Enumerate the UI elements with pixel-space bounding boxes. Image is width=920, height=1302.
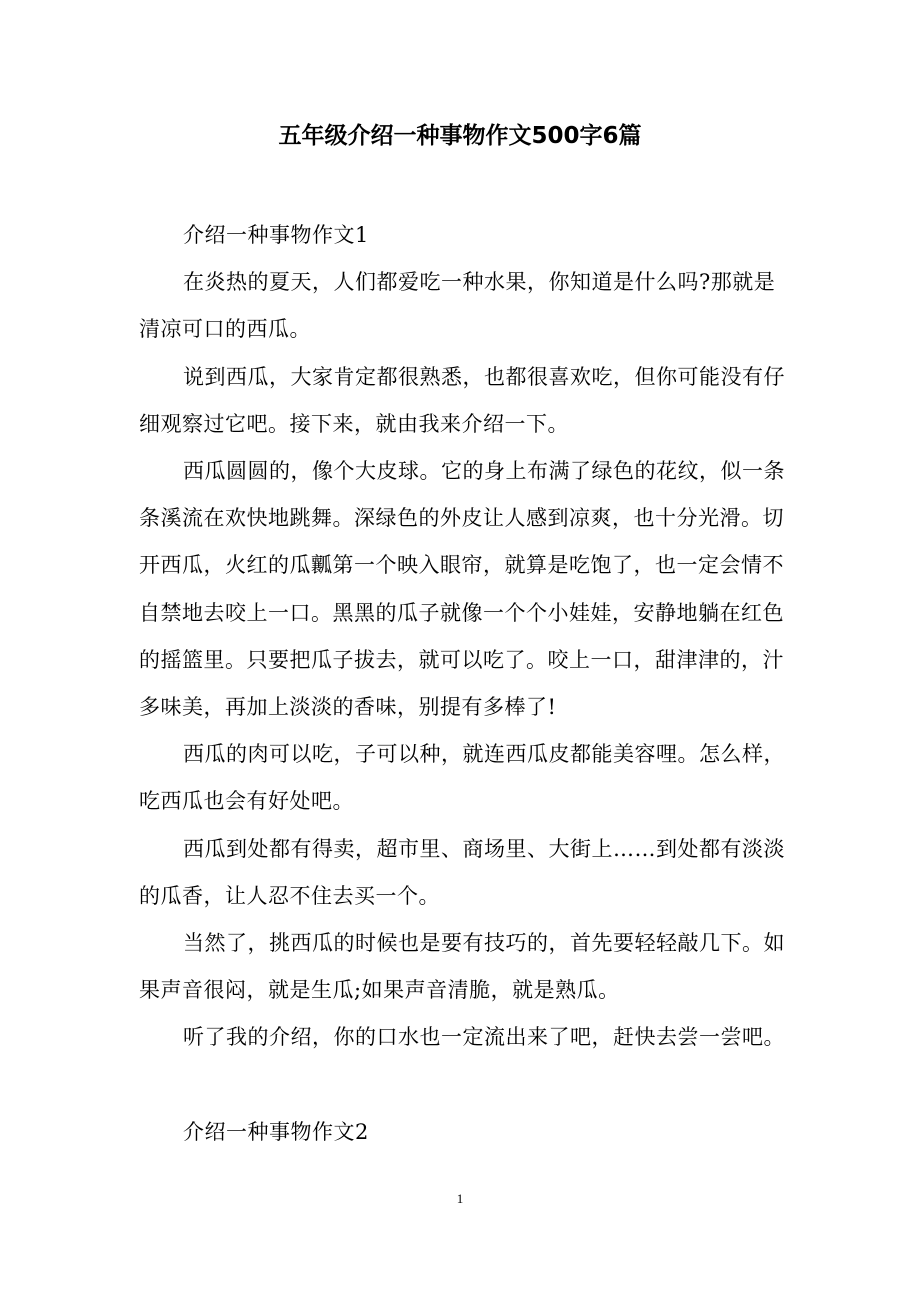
paragraph: 西瓜圆圆的，像个大皮球。它的身上布满了绿色的花纹，似一条条溪流在欢快地跳舞。深绿色的外皮让人感到凉爽，也十分光滑。切开西瓜，火红的瓜瓤第一个映入眼帘，就算是吃饱了，也一定会情不自禁地去咬上一口。黑黑的瓜子就像一个个小娃娃，安静地躺在红色的摇篮里。只要把瓜子拔去，就可以吃了。咬上一口，甜津津的，汁多味美，再加上淡淡的香味，别提有多棒了! [139,459,785,720]
section-heading: 介绍一种事物作文2 [183,1119,369,1144]
paragraph: 西瓜的肉可以吃，子可以种，就连西瓜皮都能美容哩。怎么样，吃西瓜也会有好处吧。 [139,742,785,814]
paragraph: 当然了，挑西瓜的时候也是要有技巧的，首先要轻轻敲几下。如果声音很闷，就是生瓜;如果声音清脆，就是熟瓜。 [139,931,785,1003]
paragraph: 说到西瓜，大家肯定都很熟悉，也都很喜欢吃，但你可能没有仔细观察过它吧。接下来，就由我来介绍一下。 [139,364,785,436]
document-title: 五年级介绍一种事物作文500字6篇 [278,123,642,149]
section-heading: 介绍一种事物作文1 [183,223,369,247]
paragraph: 在炎热的夏天，人们都爱吃一种水果，你知道是什么吗?那就是清凉可口的西瓜。 [139,270,776,342]
page-number: 1 [456,1191,464,1206]
paragraph: 听了我的介绍，你的口水也一定流出来了吧，赶快去尝一尝吧。 [183,1025,785,1050]
document-body [139,212,789,1156]
paragraph: 西瓜到处都有得卖，超市里、商场里、大街上……到处都有淡淡的瓜香，让人忍不住去买一个。 [139,836,785,908]
